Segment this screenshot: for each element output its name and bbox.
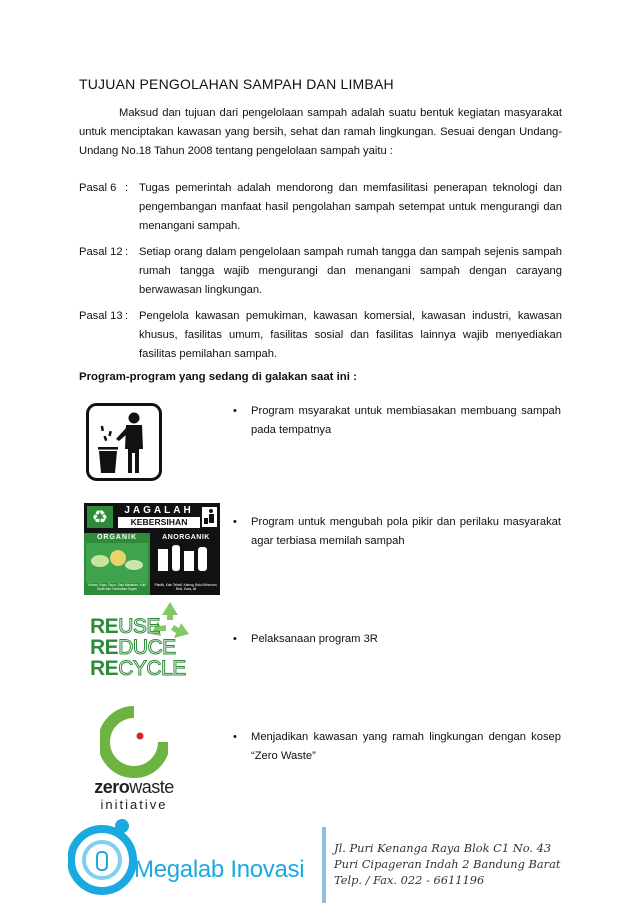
organik-label: ORGANIK [96,534,138,541]
footer-address [322,827,592,903]
program-text: Menjadikan kawasan yang ramah lingkungan dengan kosep “Zero Waste” [251,731,561,762]
megalab-logo [68,812,318,903]
bullet-icon: • [233,731,237,743]
recycle-prefix: RE [90,657,119,680]
program-item [233,402,561,440]
page-title: TUJUAN PENGOLAHAN SAMPAH DAN LIMBAH [79,76,394,92]
pasal-label: Pasal 13 [79,310,123,322]
sign-line2: KEBERSIHAN [118,517,200,528]
pasal-label: Pasal 12 [79,246,123,258]
program-text: Program msyarakat untuk membiasakan membuang sampah pada tempatnya [251,405,561,436]
reuse-reduce-recycle-logo [90,598,194,680]
pasal-colon: : [125,246,129,258]
pasal-item [79,243,562,300]
anorganik-label: ANORGANIK [162,534,210,541]
program-item [233,728,561,766]
recycle-row [90,658,186,679]
address-line: Telp. / Fax. 022 - 6611196 [334,873,485,887]
pasal-text: Pengelola kawasan pemukiman, kawasan komersial, kawasan industri, kawasan khusus, fasilitas umum, fasilitas sosial dan fasilitas lainnya wajib menyediakan fasilitas pemilahan sampah. [139,310,562,360]
sign-line1: JAGALAH [124,505,194,516]
intro-paragraph [79,104,562,161]
bullet-icon: • [233,405,237,417]
dispose-trash-icon [86,403,162,481]
reuse-prefix: RE [90,615,119,638]
zero-waste-logo [92,706,176,812]
svg-text:♻: ♻ [91,507,109,528]
pasal-item [79,179,562,236]
intro-text: Maksud dan tujuan dari pengelolaan sampah adalah suatu bentuk kegiatan masyarakat untuk menciptakan kawasan yang bersih, sehat dan ramah lingkungan. Sesuai dengan Undang-Undang No.18 Tahun 2008 tentang pengelolaan sampah yaitu : [79,107,562,157]
jagalah-kebersihan-sign [84,503,220,595]
address-line: Jl. Puri Kenanga Raya Blok C1 No. 43 [334,841,552,855]
pasal-text: Setiap orang dalam pengelolaan sampah rumah tangga dan sampah sejenis sampah rumah tangga wajib mengurangi dan menangani sampah dengan carayang berwawasan lingkungan. [139,246,562,296]
reuse-row [90,616,186,637]
pasal-item [79,307,562,364]
program-text: Program untuk mengubah pola pikir dan perilaku masyarakat agar terbiasa memilah sampah [251,516,561,547]
organik-caption: Kertas, Kayu, Daun, Sisa Makanan, Kulit Buah dan Tumbuhan Organ [88,583,146,591]
recycle-suffix: CYCLE [118,657,186,680]
pasal-colon: : [125,310,129,322]
pasal-text: Tugas pemerintah adalah mendorong dan memfasilitasi penerapan teknologi dan pengembangan manfaat hasil pengolahan sampah setempat untuk mengurangi dan menangani sampah. [139,182,562,232]
program-item [233,513,561,551]
waste-word: waste [129,777,174,797]
address-line: Puri Cipageran Indah 2 Bandung Barat [334,857,561,871]
anorganik-caption: Plastik, Kain Tekstil, Kaleng, Botol Minuman, Besi, Kaca, dll [154,583,218,591]
zero-ring-icon [100,706,168,780]
program-heading: Program-program yang sedang di galakan saat ini : [79,371,357,383]
reuse-suffix: USE [118,615,160,638]
pasal-colon: : [125,182,129,194]
pasal-label: Pasal 6 [79,182,117,194]
initiative-word: initiative [100,797,168,812]
program-item [233,630,561,649]
program-text: Pelaksanaan program 3R [251,633,378,645]
bullet-icon: • [233,633,237,645]
bullet-icon: • [233,516,237,528]
reduce-prefix: RE [90,636,119,659]
zero-word: zero [94,777,130,797]
megalab-name: Megalab Inovasi [134,856,305,883]
reduce-suffix: DUCE [118,636,176,659]
reduce-row [90,637,186,658]
